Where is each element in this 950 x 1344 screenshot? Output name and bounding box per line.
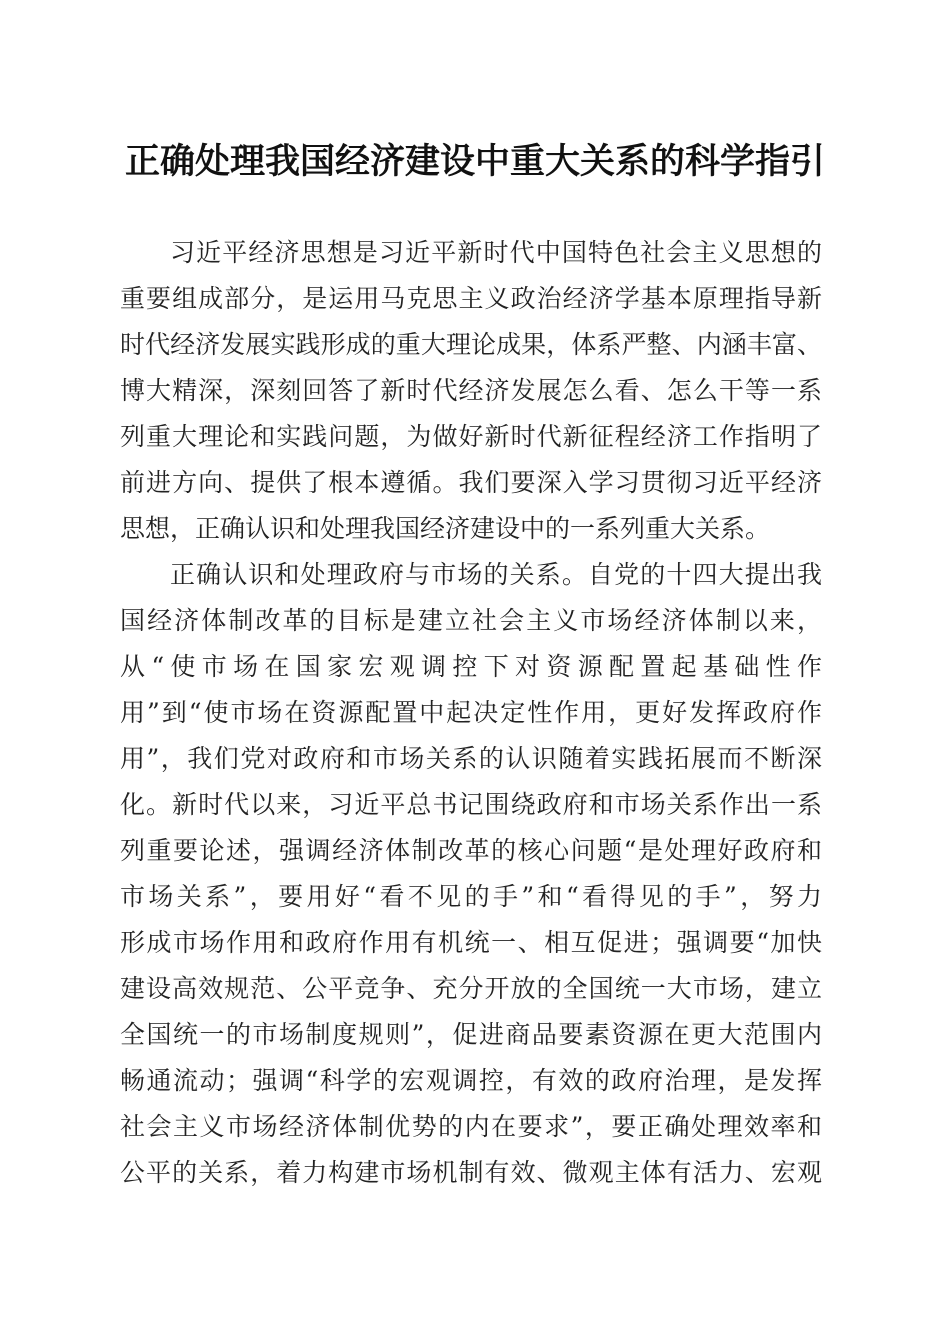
paragraph-2	[120, 552, 822, 1196]
paragraph-line: 习近平经济思想是习近平新时代中国特色社会主义思想的	[170, 238, 822, 267]
paragraph-line: 全国统一的市场制度规则”，促进商品要素资源在更大范围内	[120, 1020, 822, 1049]
paragraph-line: 博大精深，深刻回答了新时代经济发展怎么看、怎么干等一系	[120, 376, 822, 405]
paragraph-line: 列重大理论和实践问题，为做好新时代新征程经济工作指明了	[120, 422, 822, 451]
paragraph-line: 社会主义市场经济体制优势的内在要求”，要正确处理效率和	[120, 1112, 822, 1141]
paragraph-line: 建设高效规范、公平竞争、充分开放的全国统一大市场，建立	[120, 974, 822, 1003]
paragraph-line: 重要组成部分，是运用马克思主义政治经济学基本原理指导新	[120, 284, 822, 313]
paragraph-line: 正确认识和处理政府与市场的关系。自党的十四大提出我	[170, 560, 822, 589]
document-body	[120, 230, 822, 1196]
paragraph-line: 市场关系”，要用好“看不见的手”和“看得见的手”，努力	[120, 882, 822, 911]
paragraph-line: 用”到“使市场在资源配置中起决定性作用，更好发挥政府作	[120, 698, 822, 727]
paragraph-1	[120, 230, 822, 552]
paragraph-line: 国经济体制改革的目标是建立社会主义市场经济体制以来，	[120, 606, 822, 635]
paragraph-line: 形成市场作用和政府作用有机统一、相互促进；强调要“加快	[120, 928, 822, 957]
paragraph-line: 从“使市场在国家宏观调控下对资源配置起基础性作	[120, 652, 822, 681]
paragraph-line: 公平的关系，着力构建市场机制有效、微观主体有活力、宏观	[120, 1158, 822, 1187]
paragraph-line: 畅通流动；强调“科学的宏观调控，有效的政府治理，是发挥	[120, 1066, 822, 1095]
paragraph-line: 用”，我们党对政府和市场关系的认识随着实践拓展而不断深	[120, 744, 822, 773]
paragraph-line: 思想，正确认识和处理我国经济建设中的一系列重大关系。	[120, 514, 771, 543]
paragraph-line: 化。新时代以来，习近平总书记围绕政府和市场关系作出一系	[120, 790, 822, 819]
paragraph-line: 列重要论述，强调经济体制改革的核心问题“是处理好政府和	[120, 836, 822, 865]
paragraph-line: 前进方向、提供了根本遵循。我们要深入学习贯彻习近平经济	[120, 468, 822, 497]
paragraph-line: 时代经济发展实践形成的重大理论成果，体系严整、内涵丰富、	[120, 330, 822, 359]
document-title: 正确处理我国经济建设中重大关系的科学指引	[124, 141, 825, 182]
